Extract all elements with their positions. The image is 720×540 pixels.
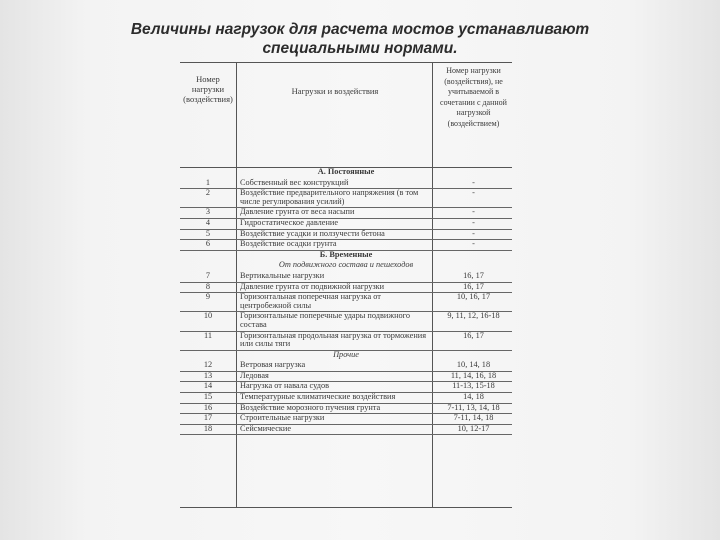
row-excluded-loads: - xyxy=(472,207,475,217)
row-number: 2 xyxy=(205,188,211,198)
row-number: 7 xyxy=(205,270,211,280)
row-load-name: Нагрузка от навала судов xyxy=(240,381,330,391)
loads-table xyxy=(180,62,512,508)
table-body xyxy=(180,168,512,435)
table-row xyxy=(180,230,512,241)
row-load-name: Строительные нагрузки xyxy=(240,413,325,423)
table-row xyxy=(180,312,512,331)
row-number: 3 xyxy=(205,207,211,217)
row-load-name: Сейсмические xyxy=(240,423,292,433)
table-row xyxy=(180,332,512,351)
slide-title-line-1: Величины нагрузок для расчета мостов устанавливают xyxy=(130,21,590,38)
row-excluded-loads: 14, 18 xyxy=(463,392,484,402)
header-excluded: Номер нагрузки (воздействия), не учитываемой в сочетании с данной нагрузкой (воздействием) xyxy=(440,66,507,128)
row-excluded-loads: 10, 12-17 xyxy=(457,423,490,433)
row-load-name: Температурные климатические воздействия xyxy=(240,392,396,402)
row-load-name: Ветровая нагрузка xyxy=(240,360,306,370)
row-load-name: Ледовая xyxy=(240,370,269,380)
row-number: 17 xyxy=(203,413,213,423)
row-load-name: Собственный вес конструкций xyxy=(240,177,349,187)
row-number: 4 xyxy=(205,217,211,227)
slide-title xyxy=(80,20,640,58)
row-excluded-loads: 9, 11, 12, 16-18 xyxy=(447,311,500,321)
header-loads: Нагрузки и воздействия xyxy=(291,86,379,96)
row-load-name: Гидростатическое давление xyxy=(240,217,339,227)
row-excluded-loads: 11-13, 15-18 xyxy=(452,381,495,391)
table-header xyxy=(180,62,512,168)
row-excluded-loads: 16, 17 xyxy=(463,330,484,340)
row-number: 13 xyxy=(203,370,213,380)
row-number: 14 xyxy=(203,381,213,391)
table-row xyxy=(180,425,512,436)
row-load-name: Воздействие усадки и ползучести бетона xyxy=(240,228,385,238)
table-row xyxy=(180,219,512,230)
row-number: 12 xyxy=(203,360,213,370)
row-load-name: Воздействие морозного пучения грунта xyxy=(240,402,381,412)
row-excluded-loads: 10, 16, 17 xyxy=(456,292,491,302)
row-load-name: Горизонтальные поперечные удары подвижного состава xyxy=(240,311,411,329)
row-excluded-loads: 7-11, 14, 18 xyxy=(453,413,494,423)
header-number: Номер нагрузки (воздействия) xyxy=(183,74,233,104)
table-row xyxy=(180,272,512,283)
row-load-name: Давление грунта от веса насыпи xyxy=(240,207,355,217)
row-excluded-loads: - xyxy=(472,228,475,238)
row-number: 5 xyxy=(205,228,211,238)
row-number: 18 xyxy=(203,423,213,433)
table-row xyxy=(180,189,512,208)
row-load-name: Давление грунта от подвижной нагрузки xyxy=(240,281,385,291)
row-excluded-loads: 10, 14, 18 xyxy=(456,360,491,370)
row-number: 6 xyxy=(205,239,211,249)
row-load-name: Воздействие предварительного напряжения (в том числе регулирования усилий) xyxy=(240,188,419,206)
row-excluded-loads: - xyxy=(472,177,475,187)
row-load-name: Воздействие осадки грунта xyxy=(240,239,337,249)
row-excluded-loads: 7-11, 13, 14, 18 xyxy=(447,402,500,412)
table-top-rule xyxy=(180,62,512,63)
table-row xyxy=(180,208,512,219)
row-excluded-loads: - xyxy=(472,188,475,198)
section-title: А. Постоянные xyxy=(317,167,375,176)
row-load-name: Вертикальные нагрузки xyxy=(240,270,325,280)
row-number: 11 xyxy=(204,330,212,340)
row-excluded-loads: - xyxy=(472,217,475,227)
slide-title-line-2: специальными нормами. xyxy=(262,40,458,57)
row-excluded-loads: - xyxy=(472,239,475,249)
row-number: 9 xyxy=(205,292,211,302)
row-load-name: Горизонтальная продольная нагрузка от торможения или силы тяги xyxy=(240,330,427,348)
table-bottom-rule xyxy=(180,507,512,508)
row-number: 1 xyxy=(205,177,211,187)
section-subtitle: Прочие xyxy=(333,349,359,359)
row-excluded-loads: 16, 17 xyxy=(463,270,484,280)
row-number: 16 xyxy=(203,402,213,412)
row-number: 10 xyxy=(203,311,213,321)
table-row xyxy=(180,293,512,312)
row-excluded-loads: 16, 17 xyxy=(463,281,484,291)
row-excluded-loads: 11, 14, 16, 18 xyxy=(450,370,497,380)
row-number: 15 xyxy=(203,392,213,402)
row-load-name: Горизонтальная поперечная нагрузка от центробежной силы xyxy=(240,292,381,310)
section-title: Б. Временные xyxy=(319,249,373,259)
section-title-row xyxy=(180,168,512,179)
row-number: 8 xyxy=(205,281,211,291)
section-subtitle: От подвижного состава и пешеходов xyxy=(278,260,414,270)
